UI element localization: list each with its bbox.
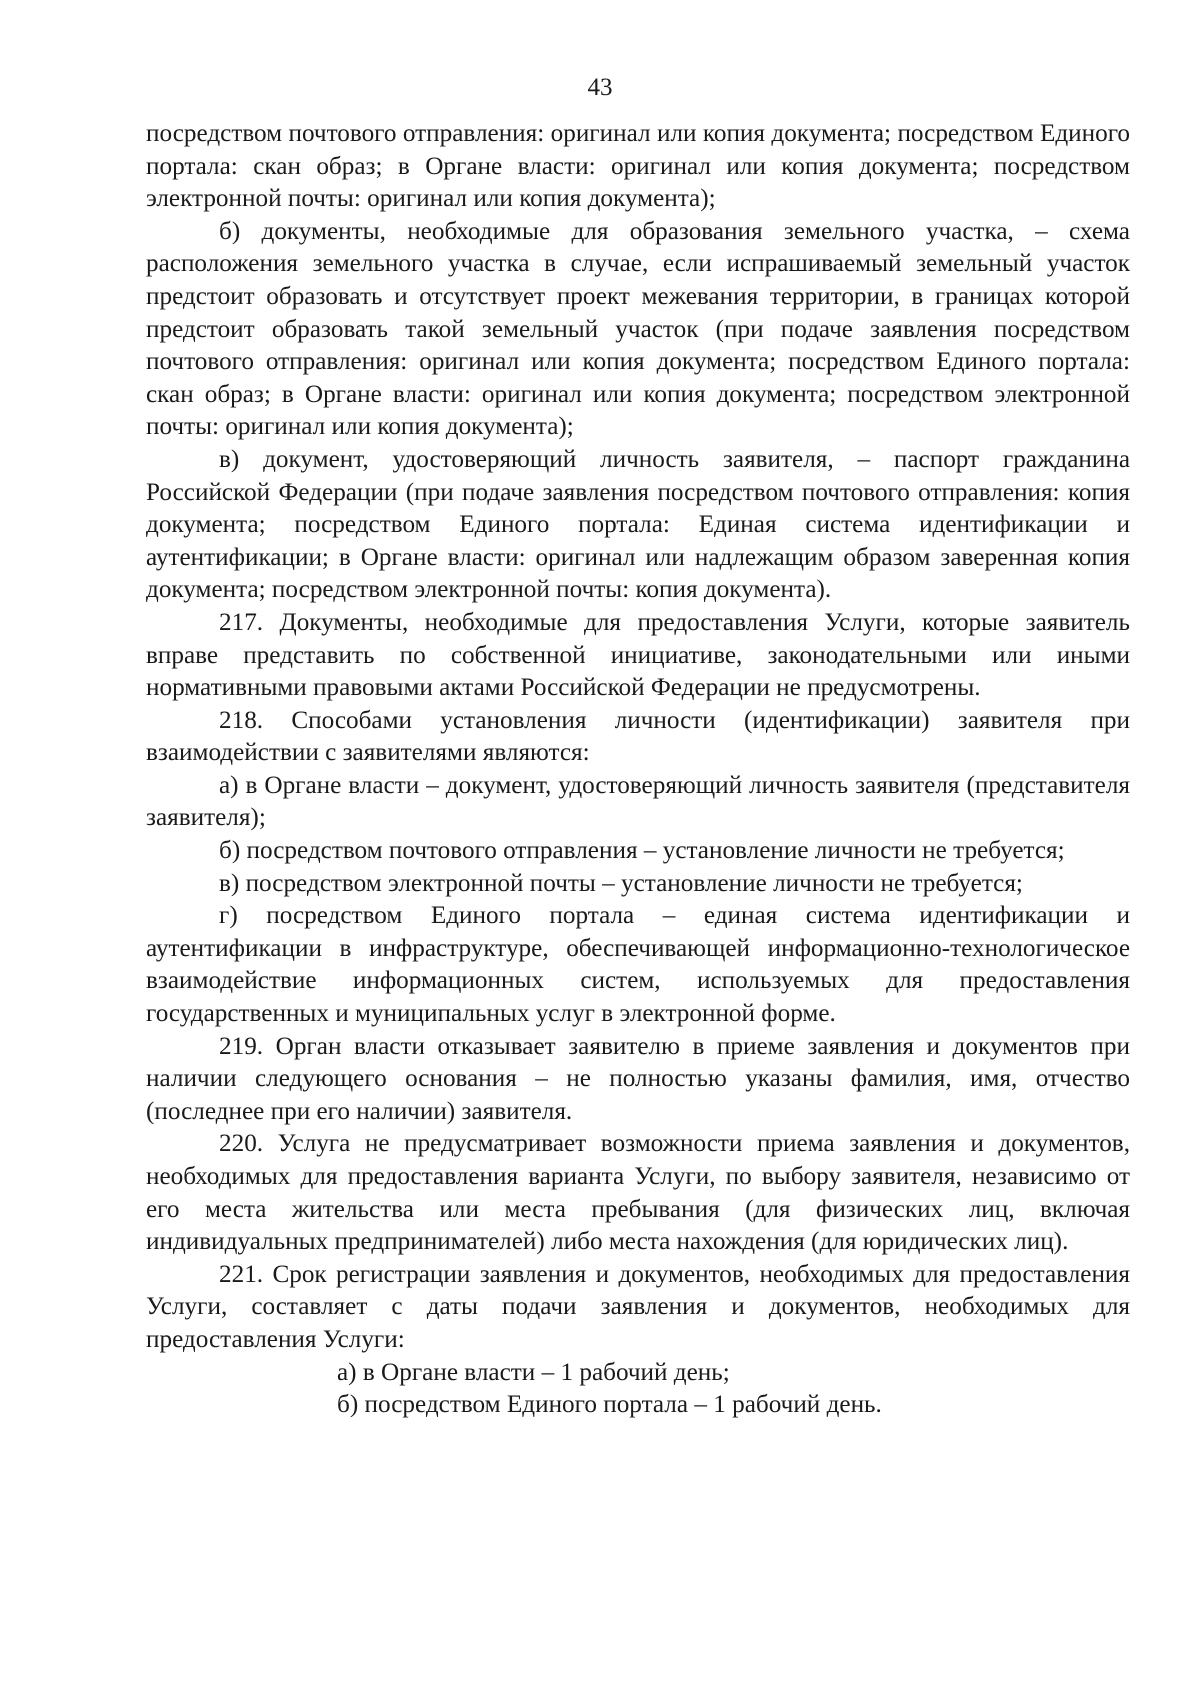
paragraph-218: 218. Способами установления личности (идентификации) заявителя при взаимодействии с заявителями являются:	[146, 706, 1130, 767]
paragraph-220: 220. Услуга не предусматривает возможности приема заявления и документов, необходимых для предоставления варианта Услуги, по выбору заявителя, независимо от его места жительства или места пребывания (для физических лиц, включая индивидуальных предпринимателей) либо места нахождения (для юридических лиц).	[146, 1130, 1130, 1256]
paragraph-217: 217. Документы, необходимые для предоставления Услуги, которые заявитель вправе представить по собственной инициативе, законодательными или иными нормативными правовыми актами Российской Федерации не предусмотрены.	[146, 608, 1130, 702]
page-number: 43	[587, 74, 613, 101]
paragraph-219: 219. Орган власти отказывает заявителю в приеме заявления и документов при наличии следующего основания – не полностью указаны фамилия, имя, отчество (последнее при его наличии) заявителя.	[146, 1032, 1130, 1125]
paragraph-218-v: в) посредством электронной почты – установление личности не требуется;	[219, 869, 1023, 897]
paragraph-item-v-identity-document: в) документ, удостоверяющий личность заявителя, – паспорт гражданина Российской Федерации (при подаче заявления посредством почтового отправления: копия документа; посредством Единого портала: Единая система идентификации и аутентификации; в Органе власти: оригинал или надлежащим образом заверенная копия документа; посредством электронной почты: копия документа).	[146, 445, 1130, 604]
paragraph-218-a: а) в Органе власти – документ, удостоверяющий личность заявителя (представителя заявителя);	[146, 771, 1130, 832]
document-body	[146, 118, 1130, 1422]
paragraph-continuation: посредством почтового отправления: оригинал или копия документа; посредством Единого портала: скан образ; в Органе власти: оригинал или копия документа; посредством электронной почты: оригинал или копия документа);	[146, 120, 1130, 213]
paragraph-221-a: а) в Органе власти – 1 рабочий день;	[337, 1358, 730, 1386]
paragraph-221: 221. Срок регистрации заявления и документов, необходимых для предоставления Услуги, составляет с даты подачи заявления и документов, необходимых для предоставления Услуги:	[146, 1260, 1130, 1353]
paragraph-221-b: б) посредством Единого портала – 1 рабочий день.	[337, 1391, 882, 1419]
paragraph-item-b-land-plot: б) документы, необходимые для образования земельного участка, – схема расположения земельного участка в случае, если испрашиваемый земельный участок предстоит образовать и отсутствует проект межевания территории, в границах которой предстоит образовать такой земельный участок (при подаче заявления посредством почтового отправления: оригинал или копия документа; посредством Единого портала: скан образ; в Органе власти: оригинал или копия документа; посредством электронной почты: оригинал или копия документа);	[146, 217, 1130, 441]
paragraph-218-b: б) посредством почтового отправления – установление личности не требуется;	[219, 837, 1065, 865]
paragraph-218-g: г) посредством Единого портала – единая система идентификации и аутентификации в инфраструктуре, обеспечивающей информационно-технологическое взаимодействие информационных систем, используемых для предоставления государственных и муниципальных услуг в электронной форме.	[146, 902, 1130, 1028]
